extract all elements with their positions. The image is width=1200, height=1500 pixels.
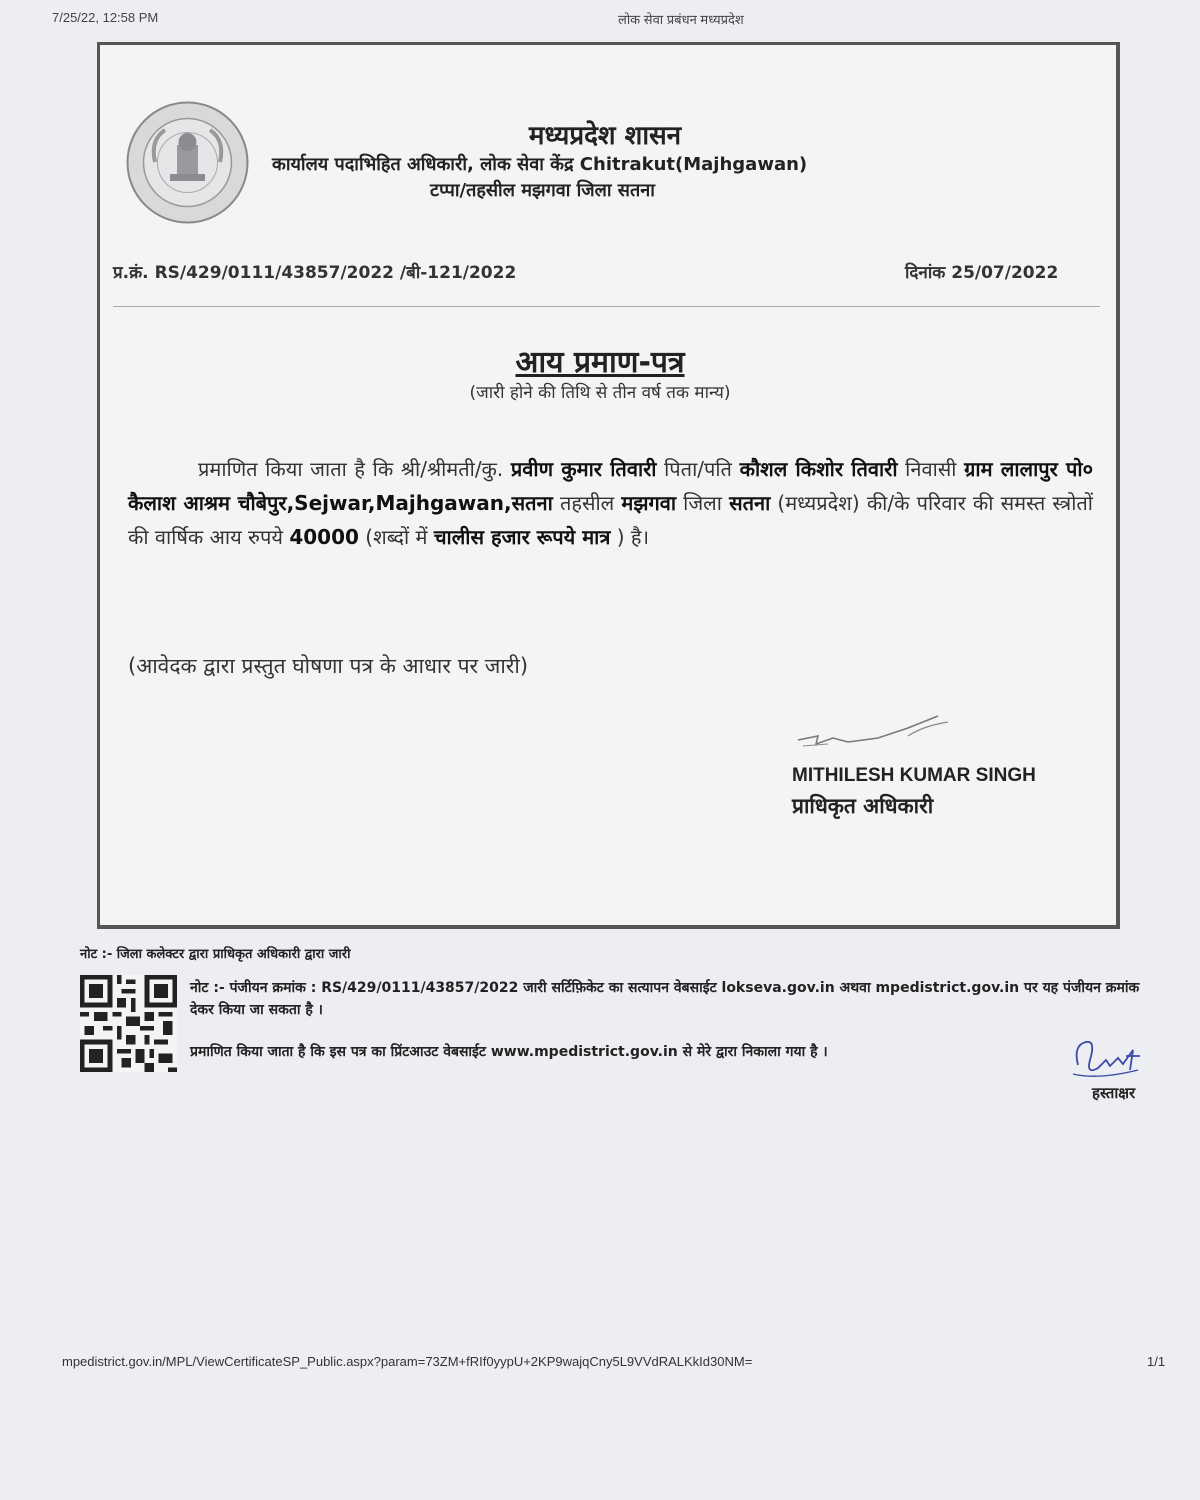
divider (113, 306, 1100, 307)
body-text-6: (मध्यप्रदेश) की/के परिवार की समस्त स्त्रोतों की वार्षिक आय रुपये (128, 491, 1093, 549)
note-printout: प्रमाणित किया जाता है कि इस पत्र का प्रिंटआउट वेबसाईट www.mpedistrict.gov.in से मेरे द्वारा निकाला गया है । (190, 1044, 828, 1060)
page-number: 1/1 (1147, 1354, 1166, 1369)
officer-signature-icon (788, 708, 958, 758)
body-text-2: पिता/पति (656, 457, 740, 481)
body-text-8: ) है। (610, 525, 650, 549)
body-text-4: तहसील (552, 491, 622, 515)
government-title: मध्यप्रदेश शासन (528, 121, 682, 151)
income-amount: 40000 (289, 525, 359, 549)
body-text-7: (शब्दों में (358, 525, 434, 549)
body-text-3: निवासी (897, 457, 965, 481)
address: ग्राम लालापुर पो० कैलाश आश्रम चौबेपुर,Sejwar,Majhgawan,सतना (128, 457, 1093, 515)
reference-number: प्र.क्रं. RS/429/0111/43857/2022 /बी-121/2022 (113, 263, 517, 283)
certificate-body (128, 452, 1093, 554)
body-text-5: जिला (676, 491, 730, 515)
signature-label: हस्ताक्षर (1092, 1084, 1136, 1102)
district-name: सतना (729, 491, 771, 515)
qr-code-icon (80, 975, 177, 1072)
print-footer-url: mpedistrict.gov.in/MPL/ViewCertificateSP_Public.aspx?param=73ZM+fRIf0yypU+2KP9wajqCny5L9VVdRALKkId30NM= (62, 1354, 753, 1369)
office-line: कार्यालय पदाभिहित अधिकारी, लोक सेवा केंद्र Chitrakut(Majhgawan) (272, 154, 808, 175)
father-name: कौशल किशोर तिवारी (739, 457, 898, 481)
officer-designation: प्राधिकृत अधिकारी (792, 794, 934, 818)
issue-basis-note: (आवेदक द्वारा प्रस्तुत घोषणा पत्र के आधार पर जारी) (128, 654, 529, 678)
income-amount-words: चालीस हजार रूपये मात्र (433, 525, 611, 549)
printout-signature-icon (1068, 1030, 1148, 1085)
certificate-title: आय प्रमाण-पत्र (515, 345, 685, 380)
tehsil-line: टप्पा/तहसील मझगवा जिला सतना (430, 180, 655, 201)
validity-note: (जारी होने की तिथि से तीन वर्ष तक मान्य) (469, 383, 731, 403)
tehsil-name: मझगवा (621, 491, 677, 515)
issue-date: दिनांक 25/07/2022 (905, 263, 1059, 283)
applicant-name: प्रवीण कुमार तिवारी (510, 457, 657, 481)
body-text-1: प्रमाणित किया जाता है कि श्री/श्रीमती/कु. (198, 457, 511, 481)
officer-name: MITHILESH KUMAR SINGH (792, 765, 1036, 786)
note-verification: नोट :- पंजीयन क्रमांक : RS/429/0111/43857/2022 जारी सर्टिफ़िकेट का सत्यापन वेबसाईट lokseva.gov.in अथवा mpedistrict.gov.in पर यह पंजीयन क्रमांक देकर किया जा सकता है । (190, 980, 1140, 1018)
print-site-title: लोक सेवा प्रबंधन मध्यप्रदेश (618, 12, 744, 27)
note-issuing-authority: नोट :- जिला कलेक्टर द्वारा प्राधिकृत अधिकारी द्वारा जारी (80, 947, 351, 962)
print-timestamp: 7/25/22, 12:58 PM (52, 10, 159, 25)
